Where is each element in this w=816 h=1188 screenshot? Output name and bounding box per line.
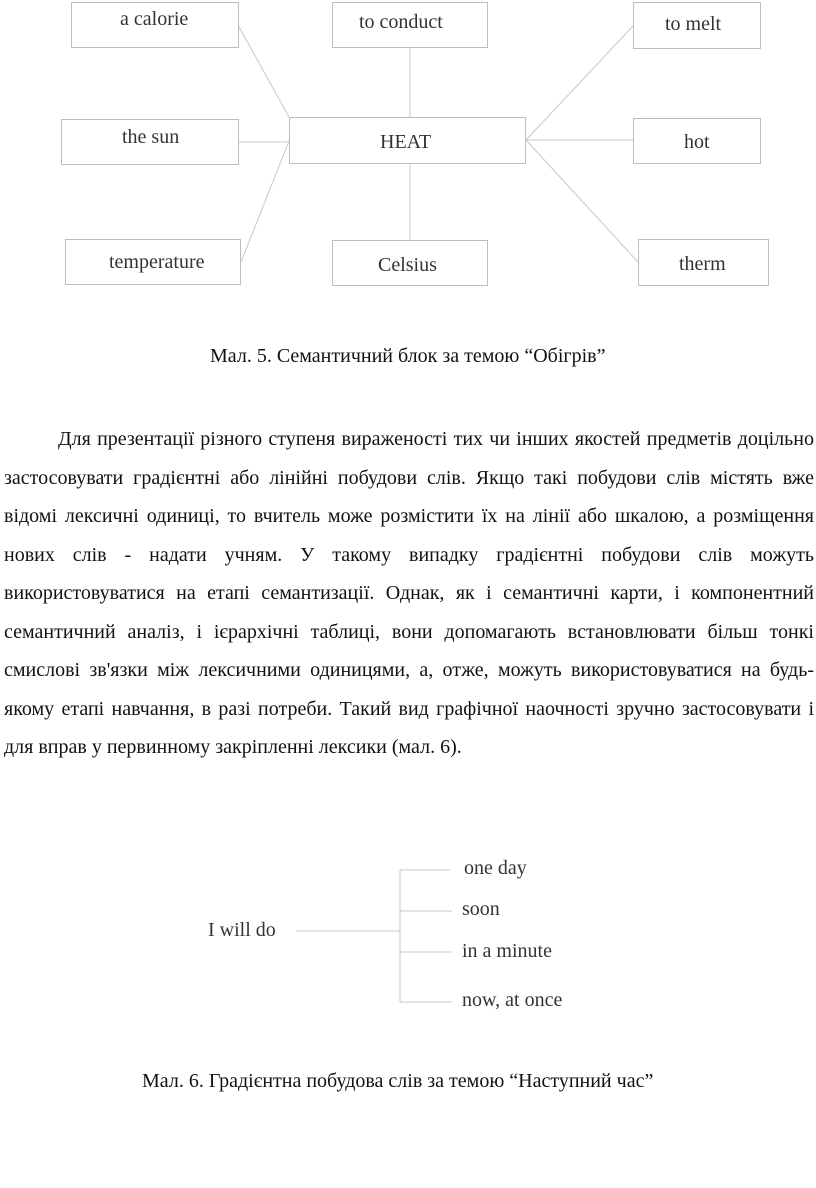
node-label: HEAT [380, 131, 432, 153]
node-label: to melt [665, 13, 722, 35]
node-label: to conduct [359, 11, 443, 33]
gradient-item: soon [462, 898, 500, 920]
node-label: therm [679, 253, 726, 275]
node-label: the sun [122, 126, 180, 148]
node-label: hot [684, 131, 710, 153]
figure-5-caption: Мал. 5. Семантичний блок за темою “Обігрів” [210, 345, 606, 367]
node-label: temperature [109, 251, 205, 273]
body-paragraph: Для презентації різного ступеня вираженості тих чи інших якостей предметів доцільно застосовувати градієнтні або лінійні побудови слів. Якщо такі побудови слів містять вже відомі лексичні одиниці, то вчитель може розмістити їх на лінії або шкалою, а розміщення нових слів - надати учням. У такому випадку градієнтні побудови слів можуть використовуватися на етапі семантизації. Однак, як і семантичні карти, і компонентний семантичний аналіз, і ієрархічні таблиці, вони допомагають встановлювати більш тонкі смислові зв'язки між лексичними одиницями, а, отже, можуть використовуватися на будь-якому етапі навчання, в разі потреби. Такий вид графічної наочності зручно застосовувати і для вправ у первинному закріпленні лексики (мал. 6). [4, 428, 814, 758]
gradient-item: one day [464, 857, 527, 879]
node-label: Celsius [378, 254, 437, 276]
gradient-item: in a minute [462, 940, 552, 962]
node-label: a calorie [120, 8, 189, 30]
figure-6-caption: Мал. 6. Градієнтна побудова слів за темою “Наступний час” [142, 1070, 654, 1092]
gradient-item: now, at once [462, 989, 563, 1011]
gradient-root: I will do [208, 919, 276, 941]
